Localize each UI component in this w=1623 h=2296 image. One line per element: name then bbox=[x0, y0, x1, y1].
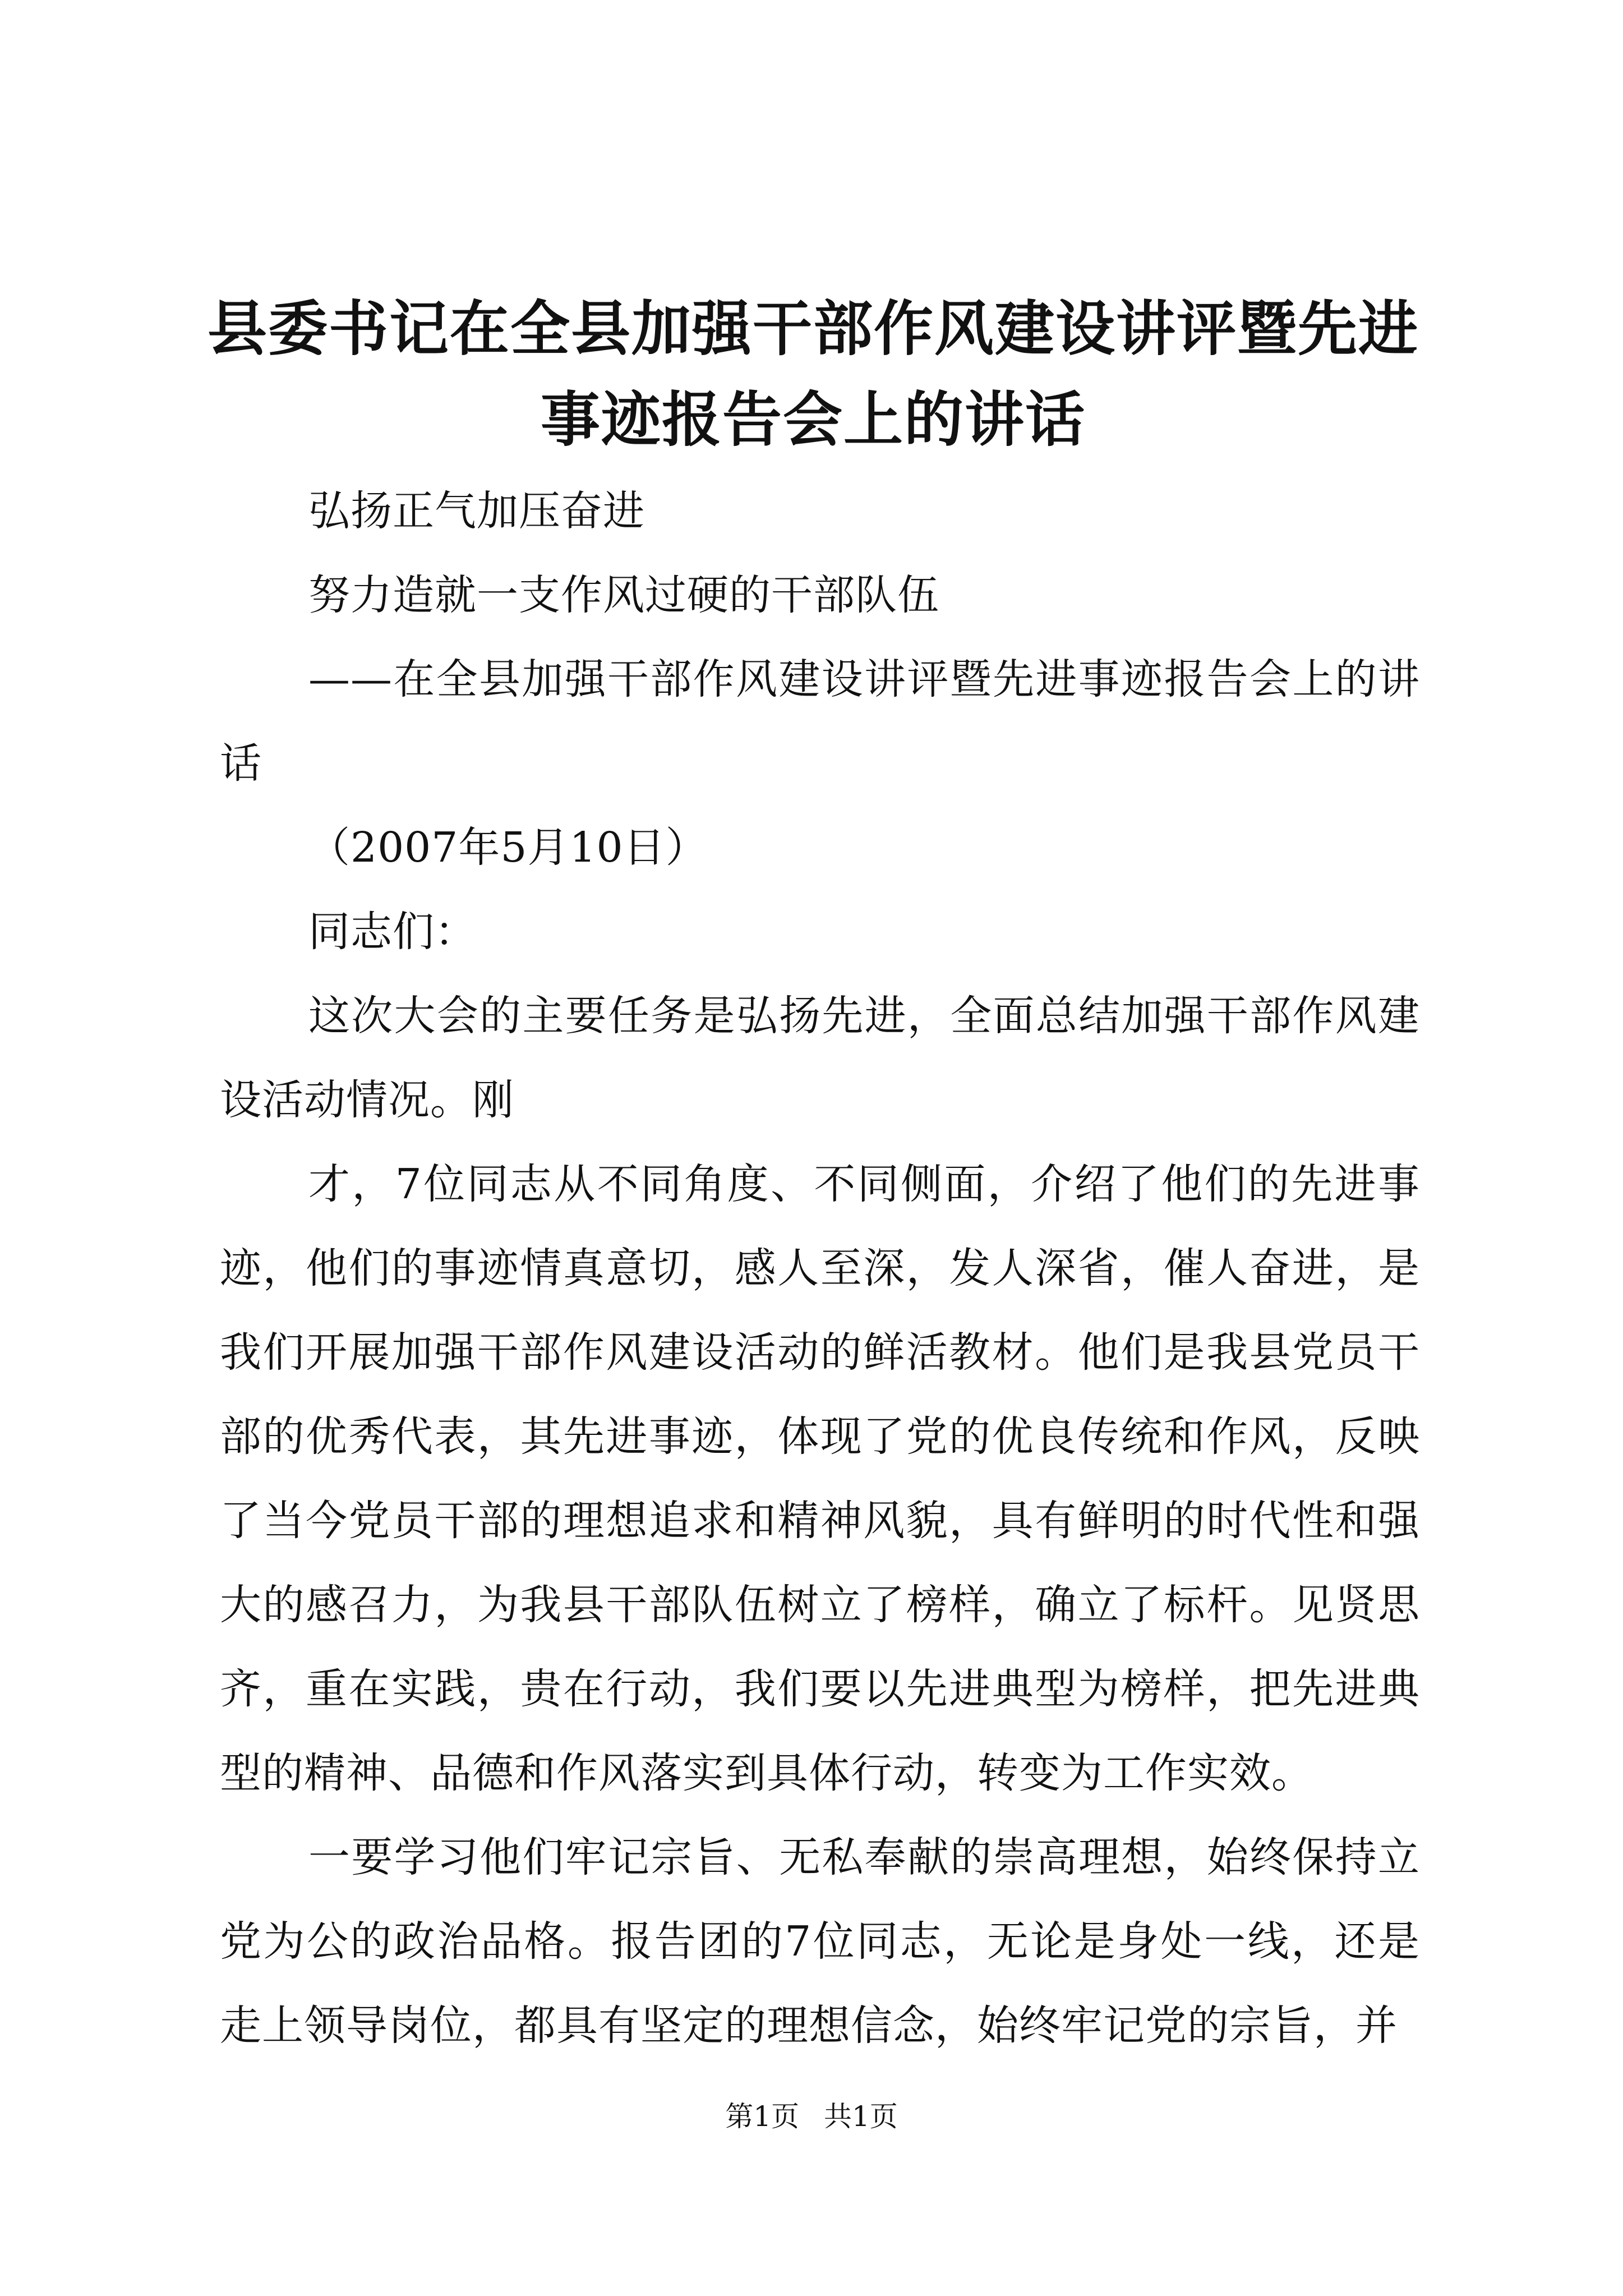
page-count: 共1页 bbox=[823, 2100, 898, 2133]
body-paragraph: 才，7位同志从不同角度、不同侧面，介绍了他们的先进事迹，他们的事迹情真意切，感人至深，发人深省，催人奋进，是我们开展加强干部作风建设活动的鲜活教材。他们是我县党员干部的优秀代表，其先进事迹，体现了党的优良传统和作风，反映了当今党员干部的理想追求和精神风貌，具有鲜明的时代性和强大的感召力，为我县干部队伍树立了榜样，确立了标杆。见贤思齐，重在实践，贵在行动，我们要以先进典型为榜样，把先进典型的精神、品德和作风落实到具体行动，转变为工作实效。 bbox=[220, 1160, 1420, 1797]
body-paragraph: 一要学习他们牢记宗旨、无私奉献的崇高理想，始终保持立党为公的政治品格。报告团的7位同志，无论是身处一线，还是走上领导岗位，都具有坚定的理想信念，始终牢记党的宗旨，并 bbox=[220, 1833, 1420, 2050]
subtitle-line-2: 努力造就一支作风过硬的干部队伍 bbox=[308, 571, 939, 619]
document-title bbox=[202, 283, 1424, 465]
page-number: 第1页 bbox=[725, 2100, 800, 2133]
speech-date: （2007年5月10日） bbox=[308, 823, 708, 872]
title-line-2: 事迹报告会上的讲话 bbox=[541, 384, 1086, 454]
subtitle-line-1: 弘扬正气加压奋进 bbox=[308, 487, 645, 535]
salutation: 同志们： bbox=[308, 908, 477, 956]
title-line-1: 县委书记在全县加强干部作风建设讲评暨先进 bbox=[208, 293, 1419, 364]
document-body bbox=[220, 469, 1420, 2068]
subtitle-line-3: ——在全县加强干部作风建设讲评暨先进事迹报告会上的讲话 bbox=[220, 655, 1420, 788]
body-paragraph: 这次大会的主要任务是弘扬先进，全面总结加强干部作风建设活动情况。刚 bbox=[220, 992, 1420, 1124]
page-footer bbox=[0, 2097, 1623, 2136]
